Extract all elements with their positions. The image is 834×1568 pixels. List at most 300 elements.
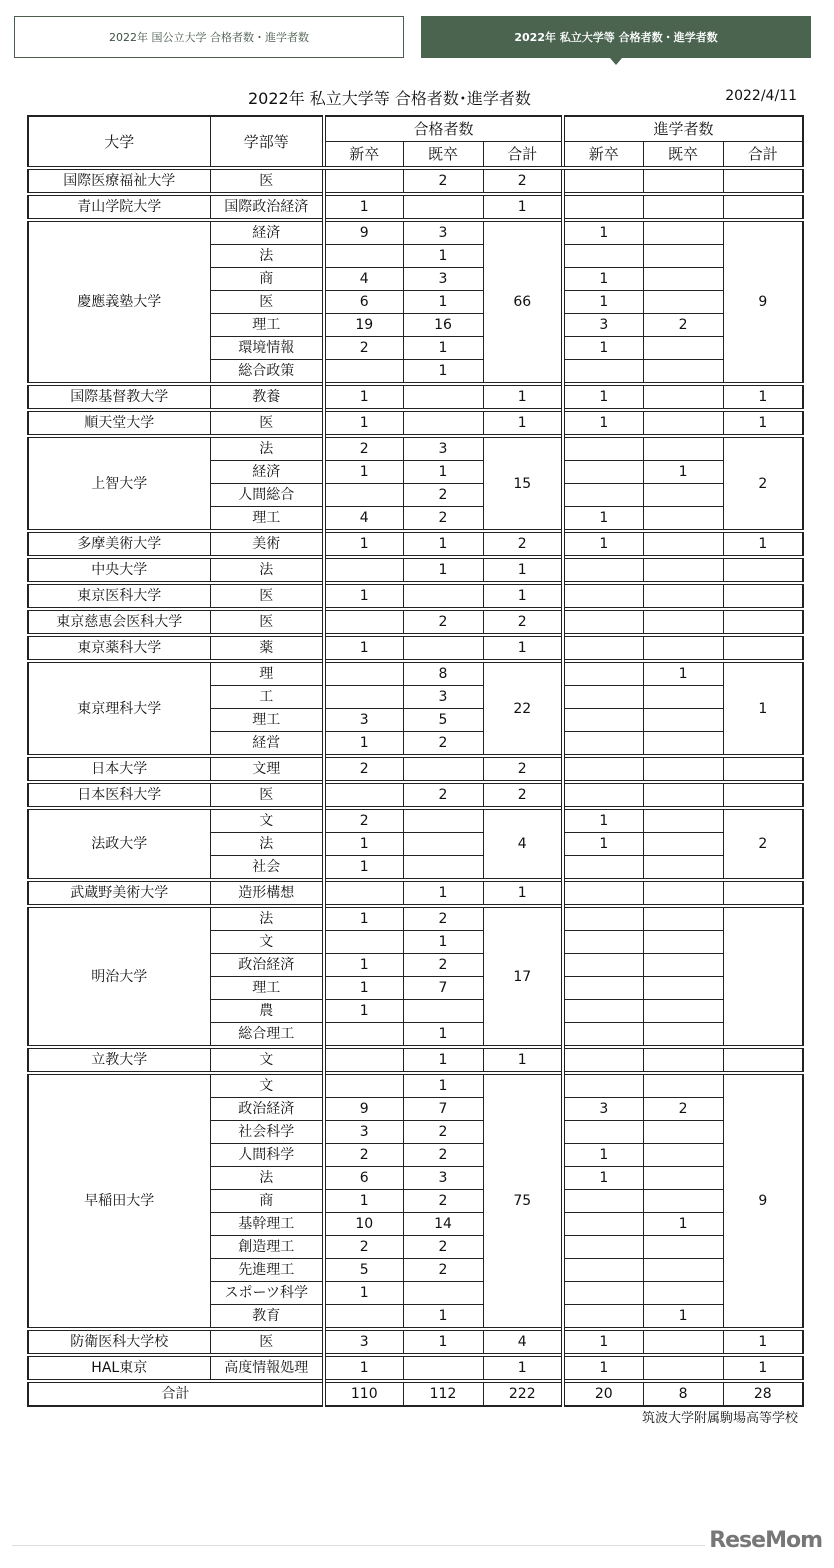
faculty-name: 経営 [210,732,324,757]
enrolled-new: 1 [563,507,643,532]
passed-prev: 2 [403,1190,483,1213]
page-title: 2022年 私立大学等 合格者数･進学者数 [248,89,531,108]
enrolled-new [563,194,643,220]
passed-total: 17 [483,906,563,1047]
enrolled-new [563,1190,643,1213]
passed-prev: 1 [403,1023,483,1048]
passed-new: 1 [324,384,403,410]
passed-new [324,557,403,583]
passed-prev [403,808,483,833]
passed-prev: 3 [403,220,483,245]
table-row [28,194,803,220]
passed-prev: 1 [403,531,483,557]
enrolled-prev [643,291,723,314]
enrolled-prev [643,686,723,709]
enrolled-new [563,661,643,686]
university-name: 中央大学 [28,557,210,583]
enrolled-new [563,709,643,732]
passed-prev: 16 [403,314,483,337]
faculty-name: 高度情報処理 [210,1355,324,1381]
enrolled-prev: 2 [643,1098,723,1121]
enrolled-new [563,436,643,461]
passed-total: 2 [483,756,563,782]
enrolled-new: 1 [563,1329,643,1355]
table-row [28,661,803,686]
passed-prev: 5 [403,709,483,732]
header-passed-new: 新卒 [324,142,403,169]
passed-prev [403,856,483,881]
passed-total: 4 [483,1329,563,1355]
enrolled-new [563,1259,643,1282]
passed-total: 1 [483,1047,563,1073]
table-row [28,384,803,410]
faculty-name: 総合政策 [210,360,324,385]
enrolled-total [723,635,803,661]
university-name: 防衛医科大学校 [28,1329,210,1355]
enrolled-total: 1 [723,531,803,557]
enrolled-new [563,756,643,782]
faculty-name: 農 [210,1000,324,1023]
passed-new: 1 [324,856,403,881]
passed-prev: 3 [403,268,483,291]
passed-prev: 2 [403,1259,483,1282]
enrolled-new [563,360,643,385]
faculty-name: 経済 [210,220,324,245]
university-name: 早稲田大学 [28,1073,210,1329]
passed-new [324,360,403,385]
enrolled-new [563,1000,643,1023]
enrolled-new: 3 [563,1098,643,1121]
enrolled-total [723,168,803,194]
table-row [28,1073,803,1098]
enrolled-prev [643,1047,723,1073]
passed-new: 2 [324,337,403,360]
faculty-name: 法 [210,906,324,931]
table-row [28,635,803,661]
passed-prev: 1 [403,360,483,385]
passed-prev: 2 [403,732,483,757]
table-row [28,808,803,833]
total-passed-prev: 112 [403,1381,483,1406]
faculty-name: 医 [210,609,324,635]
enrolled-prev [643,833,723,856]
enrolled-total [723,583,803,609]
table-row [28,583,803,609]
passed-new: 3 [324,709,403,732]
tab-public-universities[interactable]: 2022年 国公立大学 合格者数・進学者数 [14,16,404,58]
enrolled-new: 1 [563,384,643,410]
total-enrolled-total: 28 [723,1381,803,1406]
faculty-name: 基幹理工 [210,1213,324,1236]
passed-total: 75 [483,1073,563,1329]
enrolled-prev [643,1000,723,1023]
passed-new: 1 [324,461,403,484]
enrolled-new [563,906,643,931]
header-university: 大学 [28,116,210,168]
enrolled-prev [643,531,723,557]
enrolled-new [563,461,643,484]
enrolled-prev [643,1259,723,1282]
faculty-name: 政治経済 [210,1098,324,1121]
passed-prev: 3 [403,1167,483,1190]
passed-prev: 8 [403,661,483,686]
faculty-name: 社会 [210,856,324,881]
enrolled-new [563,931,643,954]
table-row [28,168,803,194]
enrolled-prev [643,1190,723,1213]
passed-new: 1 [324,194,403,220]
enrolled-prev [643,756,723,782]
enrolled-prev [643,168,723,194]
enrolled-new [563,245,643,268]
passed-new: 3 [324,1329,403,1355]
passed-total: 1 [483,384,563,410]
enrolled-new [563,1073,643,1098]
faculty-name: 法 [210,557,324,583]
passed-new: 1 [324,977,403,1000]
enrolled-total: 9 [723,220,803,384]
passed-total: 1 [483,880,563,906]
passed-total: 1 [483,635,563,661]
enrolled-prev [643,220,723,245]
passed-new: 6 [324,291,403,314]
enrolled-total [723,782,803,808]
enrolled-prev [643,436,723,461]
faculty-name: 理工 [210,314,324,337]
university-name: 順天堂大学 [28,410,210,436]
passed-prev: 1 [403,245,483,268]
enrolled-prev: 2 [643,314,723,337]
passed-prev: 3 [403,436,483,461]
table-row [28,531,803,557]
university-name: 東京理科大学 [28,661,210,756]
passed-new: 1 [324,583,403,609]
enrolled-new [563,686,643,709]
enrolled-new: 1 [563,1167,643,1190]
table-row [28,1047,803,1073]
table-row [28,1355,803,1381]
university-name: 武蔵野美術大学 [28,880,210,906]
faculty-name: 理工 [210,709,324,732]
total-enrolled-prev: 8 [643,1381,723,1406]
enrolled-total: 2 [723,436,803,531]
passed-prev: 2 [403,954,483,977]
header-enrolled: 進学者数 [563,116,803,142]
enrolled-new [563,583,643,609]
resemom-logo: ReseMom [705,1528,822,1553]
faculty-name: 医 [210,410,324,436]
header-enrolled-total: 合計 [723,142,803,169]
passed-new: 1 [324,410,403,436]
date: 2022/4/11 [725,88,797,104]
enrolled-prev [643,557,723,583]
table-row [28,436,803,461]
enrolled-prev [643,194,723,220]
enrolled-new [563,635,643,661]
passed-prev: 2 [403,484,483,507]
enrolled-prev [643,245,723,268]
table-row [28,880,803,906]
enrolled-prev [643,808,723,833]
enrolled-new [563,168,643,194]
passed-prev: 1 [403,931,483,954]
enrolled-prev [643,1329,723,1355]
enrolled-prev [643,484,723,507]
passed-new: 4 [324,507,403,532]
enrolled-new [563,954,643,977]
faculty-name: 文 [210,931,324,954]
enrolled-prev [643,1023,723,1048]
passed-new: 2 [324,756,403,782]
passed-prev: 1 [403,1329,483,1355]
enrolled-prev: 1 [643,1213,723,1236]
passed-prev [403,583,483,609]
enrolled-new: 1 [563,808,643,833]
passed-new [324,661,403,686]
passed-new: 1 [324,732,403,757]
passed-new [324,484,403,507]
passed-prev [403,410,483,436]
school-name: 筑波大学附属駒場高等学校 [641,1411,798,1426]
totals-label: 合計 [28,1381,324,1406]
faculty-name: 政治経済 [210,954,324,977]
enrolled-total: 2 [723,808,803,880]
faculty-name: 文 [210,808,324,833]
table-row [28,1329,803,1355]
passed-new: 1 [324,833,403,856]
passed-prev: 1 [403,337,483,360]
passed-prev: 2 [403,507,483,532]
enrolled-prev [643,410,723,436]
header-passed: 合格者数 [324,116,563,142]
passed-prev [403,1355,483,1381]
enrolled-new [563,1023,643,1048]
enrolled-new [563,1236,643,1259]
passed-new: 3 [324,1121,403,1144]
enrolled-prev [643,782,723,808]
tab-private-universities[interactable]: 2022年 私立大学等 合格者数・進学者数 [421,16,811,58]
enrolled-new [563,1047,643,1073]
faculty-name: 社会科学 [210,1121,324,1144]
faculty-name: 教育 [210,1305,324,1330]
passed-total: 15 [483,436,563,531]
faculty-name: 理工 [210,977,324,1000]
header-faculty: 学部等 [210,116,324,168]
faculty-name: 文 [210,1073,324,1098]
enrolled-total: 1 [723,384,803,410]
faculty-name: 創造理工 [210,1236,324,1259]
enrolled-new [563,1282,643,1305]
university-name: 慶應義塾大学 [28,220,210,384]
passed-new [324,931,403,954]
enrolled-new: 1 [563,268,643,291]
passed-prev: 1 [403,461,483,484]
passed-prev: 2 [403,782,483,808]
enrolled-total: 9 [723,1073,803,1329]
passed-prev: 14 [403,1213,483,1236]
header-passed-total: 合計 [483,142,563,169]
passed-total: 1 [483,583,563,609]
passed-new [324,880,403,906]
enrolled-total [723,609,803,635]
passed-new: 1 [324,906,403,931]
enrolled-new: 1 [563,291,643,314]
faculty-name: 人間総合 [210,484,324,507]
header-passed-prev: 既卒 [403,142,483,169]
passed-prev [403,384,483,410]
faculty-name: 法 [210,436,324,461]
passed-total: 2 [483,168,563,194]
table-row [28,557,803,583]
enrolled-new: 1 [563,1144,643,1167]
passed-prev: 1 [403,1047,483,1073]
faculty-name: 国際政治経済 [210,194,324,220]
enrolled-prev [643,856,723,881]
enrolled-total: 1 [723,1329,803,1355]
passed-new: 2 [324,1236,403,1259]
passed-new: 2 [324,808,403,833]
passed-new [324,782,403,808]
passed-new: 1 [324,1282,403,1305]
table-row [28,906,803,931]
passed-new: 1 [324,954,403,977]
passed-new [324,1305,403,1330]
university-name: 国際医療福祉大学 [28,168,210,194]
enrolled-prev [643,635,723,661]
passed-new: 1 [324,1190,403,1213]
passed-prev [403,833,483,856]
passed-total: 1 [483,194,563,220]
faculty-name: 環境情報 [210,337,324,360]
enrolled-prev [643,337,723,360]
enrolled-prev [643,954,723,977]
passed-new: 10 [324,1213,403,1236]
passed-new: 9 [324,220,403,245]
faculty-name: 薬 [210,635,324,661]
table-row [28,609,803,635]
faculty-name: 総合理工 [210,1023,324,1048]
enrolled-prev [643,360,723,385]
passed-new: 1 [324,1000,403,1023]
passed-new: 1 [324,1355,403,1381]
enrolled-total [723,194,803,220]
passed-prev: 2 [403,906,483,931]
passed-new: 1 [324,635,403,661]
faculty-name: 法 [210,1167,324,1190]
enrolled-prev [643,1121,723,1144]
faculty-name: 法 [210,245,324,268]
passed-prev: 2 [403,1121,483,1144]
passed-new: 5 [324,1259,403,1282]
passed-new: 6 [324,1167,403,1190]
passed-prev [403,635,483,661]
table-row [28,782,803,808]
university-name: 明治大学 [28,906,210,1047]
enrolled-new [563,977,643,1000]
enrolled-prev [643,977,723,1000]
results-table [27,115,804,1407]
passed-prev: 2 [403,168,483,194]
enrolled-new [563,782,643,808]
enrolled-new [563,609,643,635]
enrolled-new [563,1305,643,1330]
enrolled-new: 1 [563,833,643,856]
faculty-name: スポーツ科学 [210,1282,324,1305]
faculty-name: 美術 [210,531,324,557]
passed-prev: 1 [403,1073,483,1098]
enrolled-total [723,880,803,906]
passed-prev: 1 [403,291,483,314]
passed-prev: 7 [403,977,483,1000]
passed-total: 2 [483,531,563,557]
university-name: 日本大学 [28,756,210,782]
passed-new: 1 [324,531,403,557]
passed-total: 1 [483,557,563,583]
passed-prev: 2 [403,1236,483,1259]
passed-prev [403,1000,483,1023]
faculty-name: 商 [210,268,324,291]
enrolled-prev [643,1144,723,1167]
enrolled-total [723,756,803,782]
passed-total: 22 [483,661,563,756]
enrolled-prev [643,609,723,635]
enrolled-prev: 1 [643,1305,723,1330]
faculty-name: 理 [210,661,324,686]
enrolled-prev [643,507,723,532]
enrolled-new: 1 [563,220,643,245]
passed-new: 2 [324,436,403,461]
university-name: 青山学院大学 [28,194,210,220]
enrolled-prev [643,1073,723,1098]
enrolled-total: 1 [723,1355,803,1381]
total-enrolled-new: 20 [563,1381,643,1406]
university-name: 上智大学 [28,436,210,531]
enrolled-new [563,732,643,757]
enrolled-new [563,880,643,906]
enrolled-prev [643,1167,723,1190]
enrolled-prev: 1 [643,461,723,484]
passed-new [324,1073,403,1098]
divider [12,1545,822,1546]
enrolled-new [563,557,643,583]
table-row [28,410,803,436]
total-passed-new: 110 [324,1381,403,1406]
passed-prev: 7 [403,1098,483,1121]
faculty-name: 先進理工 [210,1259,324,1282]
passed-total: 2 [483,609,563,635]
enrolled-prev [643,931,723,954]
passed-prev [403,1282,483,1305]
enrolled-total: 1 [723,661,803,756]
passed-prev: 1 [403,880,483,906]
enrolled-prev [643,384,723,410]
enrolled-prev [643,709,723,732]
faculty-name: 文理 [210,756,324,782]
enrolled-new [563,484,643,507]
university-name: HAL東京 [28,1355,210,1381]
faculty-name: 法 [210,833,324,856]
enrolled-total [723,557,803,583]
header-enrolled-new: 新卒 [563,142,643,169]
enrolled-prev [643,906,723,931]
passed-prev [403,194,483,220]
header-enrolled-prev: 既卒 [643,142,723,169]
passed-new [324,609,403,635]
table-row [28,756,803,782]
university-name: 東京医科大学 [28,583,210,609]
faculty-name: 教養 [210,384,324,410]
table-wrapper [27,115,802,1427]
